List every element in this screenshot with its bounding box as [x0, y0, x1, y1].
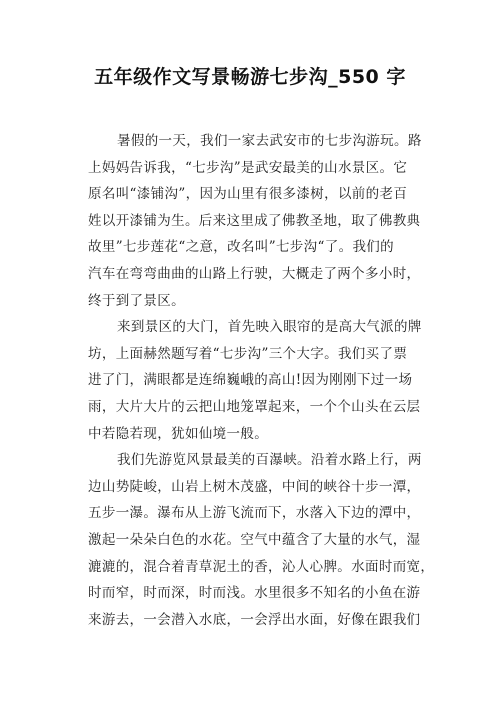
text-line: 故里”七步莲花“之意，改名叫”七步沟“了。我们的 — [88, 239, 395, 256]
text-line: 我们先游览风景最美的百瀑峡。沿着水路上行，两 — [117, 452, 422, 469]
text-line: 激起一朵朵白色的水花。空气中蕴含了大量的水气，湿 — [88, 531, 421, 548]
text-line: 汽车在弯弯曲曲的山路上行驶，大概走了两个多小时， — [88, 265, 421, 282]
text-line: 坊，上面赫然题写着“七步沟”三个大字。我们买了票 — [88, 345, 408, 362]
text-line: 漉漉的，混合着青草泥土的香，沁人心脾。水面时而宽， — [88, 558, 435, 575]
text-line: 时而窄，时而深，时而浅。水里很多不知名的小鱼在游 — [88, 585, 421, 602]
text-line: 进了门，满眼都是连绵巍峨的高山!因为刚刚下过一场 — [88, 372, 413, 389]
text-line: 雨，大片大片的云把山地笼罩起来，一个个山头在云层 — [88, 398, 421, 415]
document-body — [88, 128, 435, 633]
text-line: 上妈妈告诉我，“七步沟”是武安最美的山水景区。它 — [88, 159, 408, 176]
text-line: 中若隐若现，犹如仙境一般。 — [88, 425, 269, 442]
text-line: 来游去，一会潜入水底，一会浮出水面，好像在跟我们 — [88, 611, 421, 628]
document-title: 五年级作文写景畅游七步沟_550 字 — [94, 66, 406, 88]
text-line: 姓以开漆铺为生。后来这里成了佛教圣地，取了佛教典 — [88, 212, 421, 229]
text-line: 终于到了景区。 — [88, 292, 185, 309]
text-line: 暑假的一天，我们一家去武安市的七步沟游玩。路 — [117, 133, 422, 149]
text-line: 来到景区的大门，首先映入眼帘的是高大气派的牌 — [117, 319, 422, 336]
text-line: 原名叫“漆铺沟”，因为山里有很多漆树，以前的老百 — [88, 186, 408, 203]
text-line: 五步一瀑。瀑布从上游飞流而下，水落入下边的潭中， — [88, 505, 421, 522]
text-line: 边山势陡峻，山岩上树木茂盛，中间的峡谷十步一潭， — [88, 478, 421, 495]
